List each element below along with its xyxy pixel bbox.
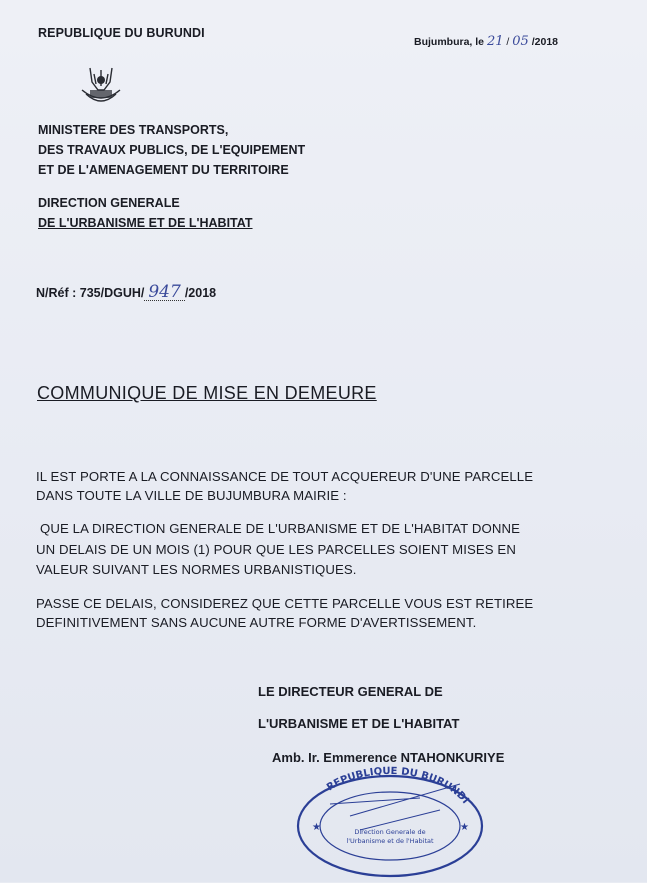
country-header: REPUBLIQUE DU BURUNDI <box>38 26 205 40</box>
reference-prefix: N/Réf : 735/DGUH/ <box>36 286 145 300</box>
stamp-star-right-icon: ★ <box>460 822 469 833</box>
direction-line-2: DE L'URBANISME ET DE L'HABITAT <box>38 216 253 230</box>
ministry-line-2: DES TRAVAUX PUBLICS, DE L'EQUIPEMENT <box>38 143 306 157</box>
direction-line-1: DIRECTION GENERALE <box>38 196 180 210</box>
para3-line1: PASSE CE DELAIS, CONSIDEREZ QUE CETTE PARCELLE VOUS EST RETIREE <box>36 596 534 611</box>
date-day-handwritten: 21 <box>486 34 504 49</box>
signature-title-line2: L'URBANISME ET DE L'HABITAT <box>258 716 460 731</box>
place-date: Bujumbura, le 21 / 05 /2018 <box>414 34 558 49</box>
para3-line2: DEFINITIVEMENT SANS AUCUNE AUTRE FORME D'AVERTISSEMENT. <box>36 615 477 630</box>
signatory-name: Amb. Ir. Emmerence NTAHONKURIYE <box>272 750 505 765</box>
ministry-line-3: ET DE L'AMENAGEMENT DU TERRITOIRE <box>38 163 289 177</box>
para2-line1: QUE LA DIRECTION GENERALE DE L'URBANISME ET DE L'HABITAT DONNE <box>40 521 520 536</box>
signature-title-line1: LE DIRECTEUR GENERAL DE <box>258 684 443 699</box>
stamp-star-left-icon: ★ <box>312 822 321 833</box>
reference-handwritten-number: 947 <box>148 282 181 302</box>
reference-suffix: /2018 <box>184 286 217 300</box>
coat-of-arms-icon <box>76 60 126 112</box>
para1-line2: DANS TOUTE LA VILLE DE BUJUMBURA MAIRIE : <box>36 488 347 503</box>
stamp-inner-line1: Direction Generale de <box>354 828 426 836</box>
date-month-handwritten: 05 <box>512 34 529 49</box>
para2-line2: UN DELAIS DE UN MOIS (1) POUR QUE LES PARCELLES SOIENT MISES EN <box>36 542 516 557</box>
date-year: /2018 <box>531 36 558 48</box>
para1-line1: IL EST PORTE A LA CONNAISSANCE DE TOUT ACQUEREUR D'UNE PARCELLE <box>36 469 534 484</box>
document-title: COMMUNIQUE DE MISE EN DEMEURE <box>37 383 377 403</box>
ministry-line-1: MINISTERE DES TRANSPORTS, <box>38 123 229 137</box>
reference-number <box>36 282 216 302</box>
para2-line3: VALEUR SUIVANT LES NORMES URBANISTIQUES. <box>36 562 357 577</box>
stamp-top-text: REPUBLIQUE DU BURUNDI <box>325 765 471 807</box>
official-stamp <box>290 760 490 878</box>
stamp-inner-line2: l'Urbanisme et de l'Habitat <box>346 837 434 845</box>
place-date-prefix: Bujumbura, le <box>414 36 485 48</box>
